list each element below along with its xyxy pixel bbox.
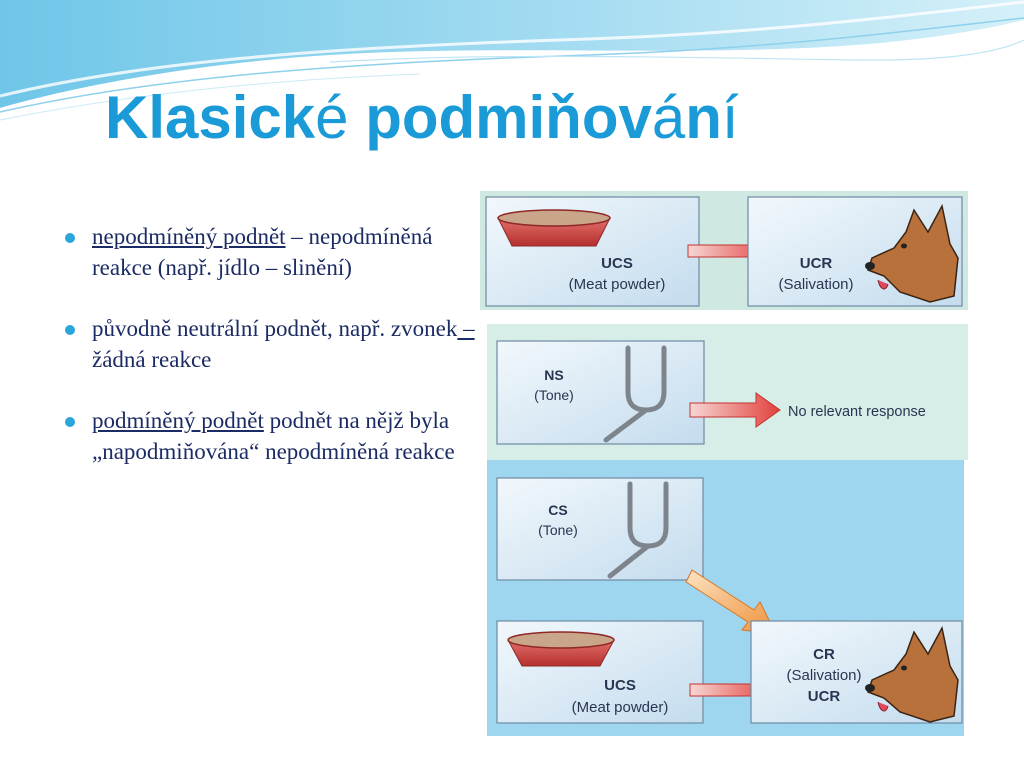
food-bowl-icon [498,210,610,246]
slide-title: Klasické podmiňování [105,84,739,151]
ucs-sublabel: (Meat powder) [568,276,666,293]
bullet-text: podnět na nějž byla „napodmiňována“ nepodmíněná reakce [92,408,455,464]
cs-box [497,478,703,580]
ns-box [497,341,704,444]
bullet-dash: – [457,316,475,341]
cr-label: CR [813,646,835,663]
food-bowl-icon [508,632,614,666]
ns-sublabel: (Tone) [534,387,574,403]
ucr-sublabel: (Salivation) [778,276,854,293]
ucr-label: UCR [799,255,833,272]
cr-sublabel: (Salivation) [786,667,862,684]
bullet-term: nepodmíněný podnět [92,224,286,249]
ucs-sublabel: (Meat powder) [571,699,669,716]
bullet-term: podmíněný podnět [92,408,264,433]
ucs-label: UCS [601,255,633,272]
cs-label: CS [548,502,568,518]
bullet-text: původně neutrální podnět, např. zvonek [92,316,458,341]
bullet-text: – nepodmíněná reakce (např. jídlo – slinění) [92,224,433,280]
no-response-label: No relevant response [788,404,926,420]
cs-sublabel: (Tone) [538,522,578,538]
ucs-label: UCS [604,677,636,694]
bullet-text: žádná reakce [92,346,212,372]
ucr-label: UCR [807,688,841,705]
ns-label: NS [544,367,564,383]
